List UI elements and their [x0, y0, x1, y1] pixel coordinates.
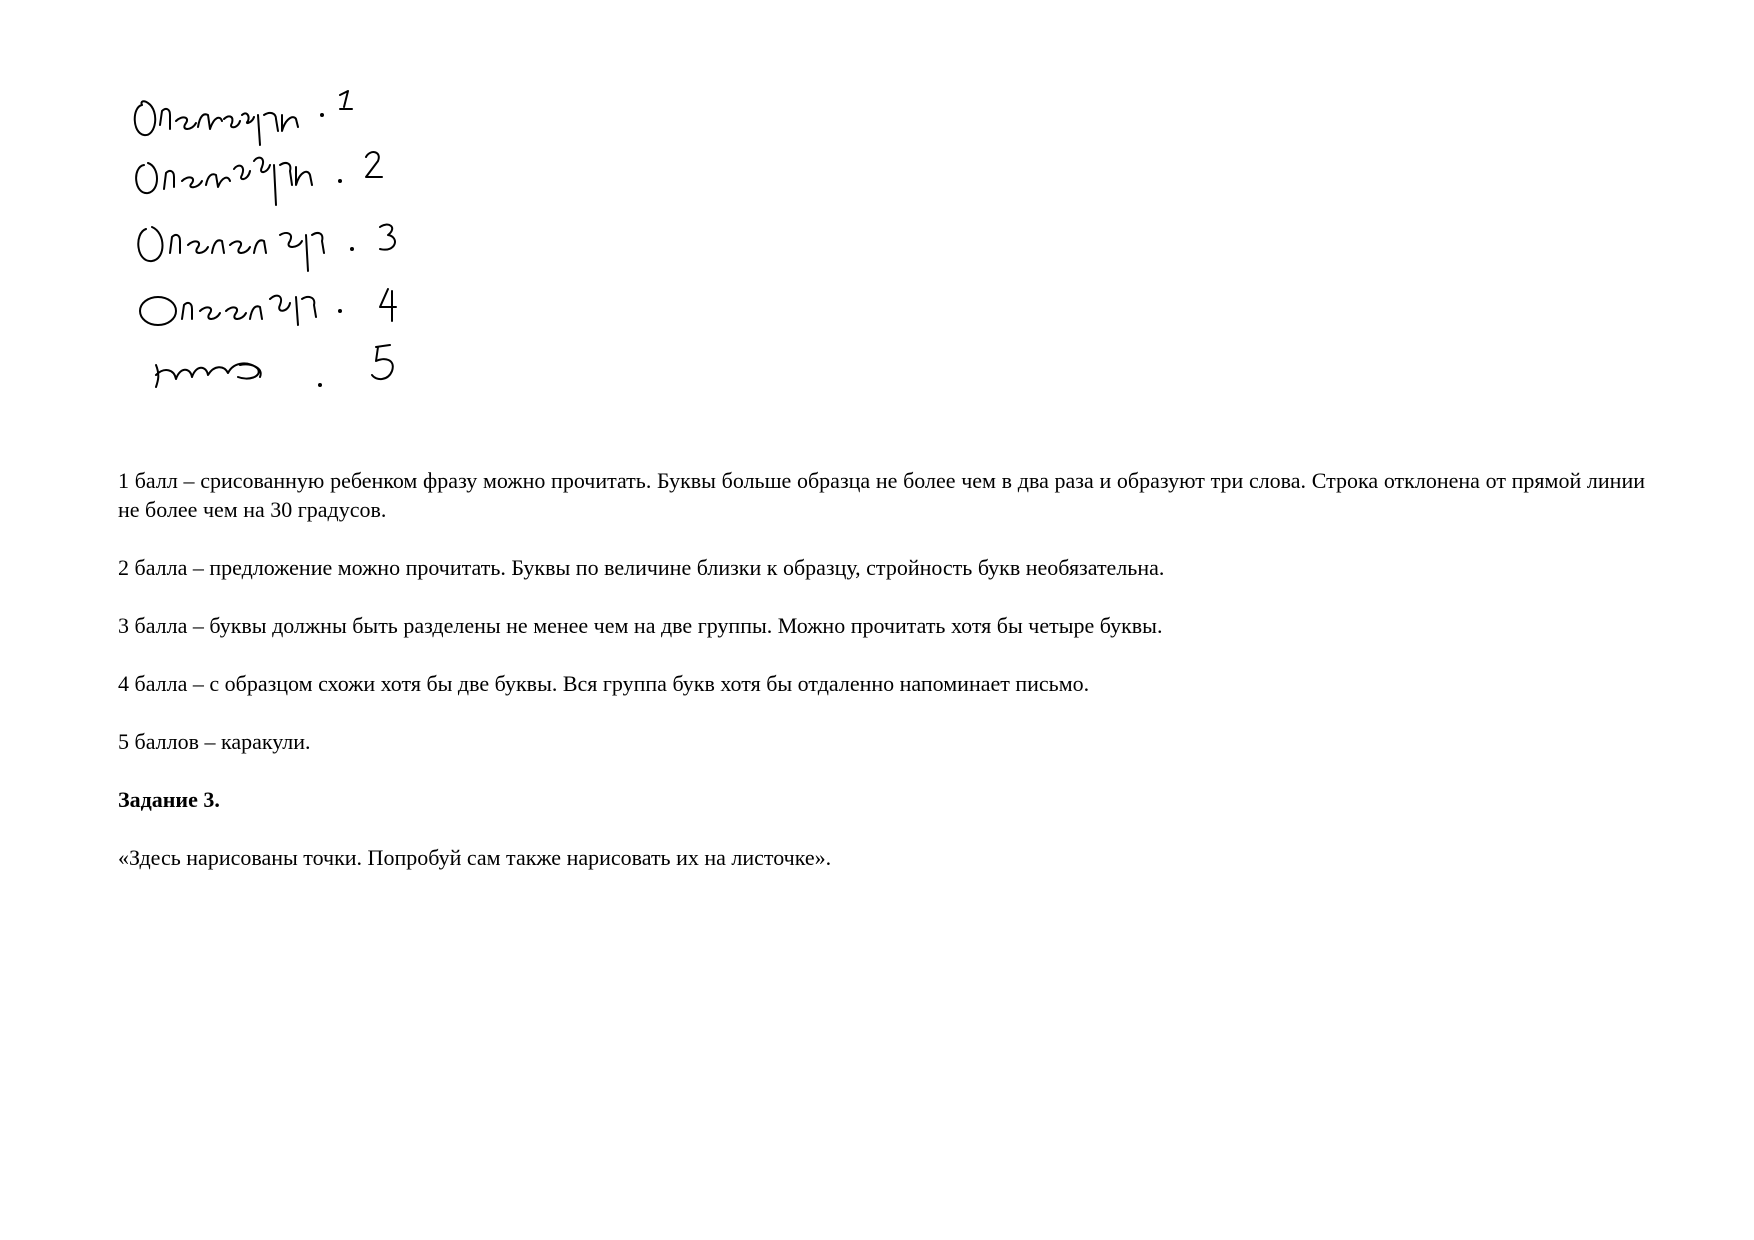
criterion-5-paragraph: 5 баллов – каракули. [118, 729, 311, 754]
handwriting-sample-row-3 [138, 225, 395, 271]
handwriting-sample-row-1 [135, 91, 352, 145]
criterion-2-paragraph: 2 балла – предложение можно прочитать. Буквы по величине близки к образцу, стройность букв необязательна. [118, 555, 1165, 580]
handwriting-sample-row-4 [140, 289, 396, 325]
document-text [118, 466, 1645, 872]
criterion-1-paragraph: 1 балл – срисованную ребенком фразу можно прочитать. Буквы больше образца не более чем в два раза и образуют три слова. Строка отклонена от прямой линии не более чем на 30 градусов. [118, 468, 1645, 522]
criterion-4-paragraph: 4 балла – с образцом схожи хотя бы две буквы. Вся группа букв хотя бы отдаленно напоминает письмо. [118, 671, 1090, 696]
handwriting-samples-svg [130, 85, 450, 440]
handwriting-sample-row-2 [136, 152, 382, 205]
task-instruction: «Здесь нарисованы точки. Попробуй сам также нарисовать их на листочке». [118, 845, 832, 870]
task-heading: Задание 3. [118, 787, 220, 812]
handwriting-sample-row-5 [156, 345, 393, 387]
criterion-3-paragraph: 3 балла – буквы должны быть разделены не менее чем на две группы. Можно прочитать хотя бы четыре буквы. [118, 613, 1163, 638]
handwriting-samples-figure [130, 85, 450, 440]
